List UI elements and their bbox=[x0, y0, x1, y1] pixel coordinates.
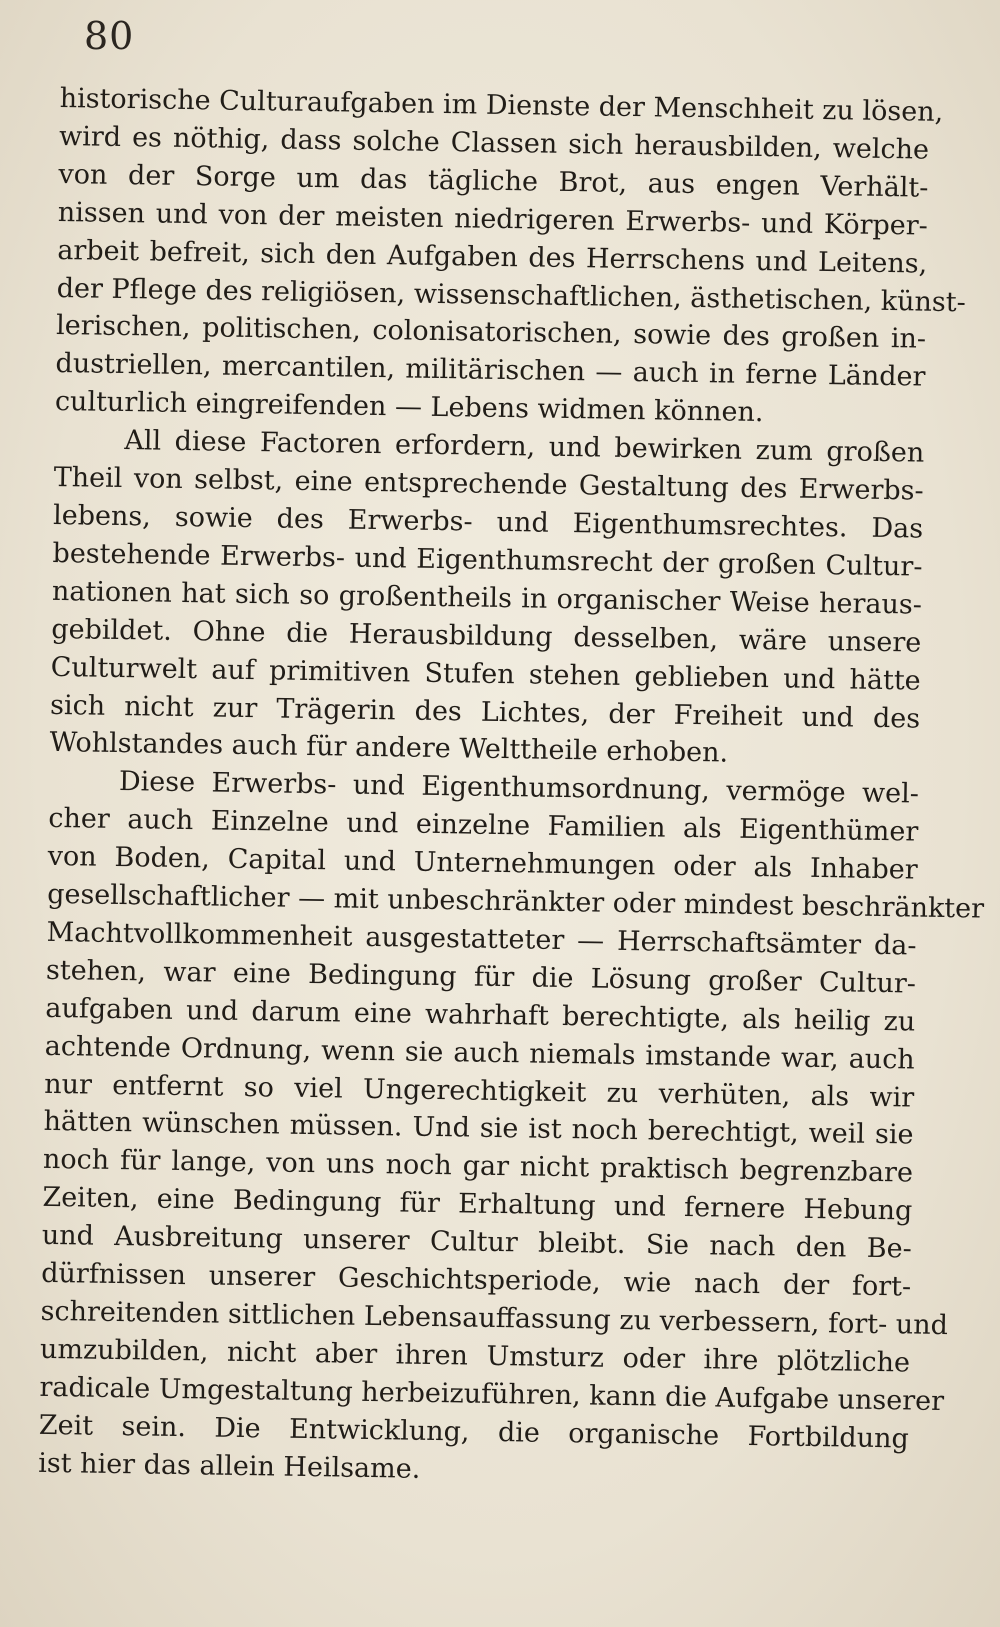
text-line: gesellschaftlicher — mit unbeschränkter oder mindest beschränkter bbox=[46, 878, 985, 925]
text-line: sich nicht zur Trägerin des Lichtes, der Freiheit und des bbox=[49, 689, 921, 735]
paragraph-3 bbox=[38, 762, 985, 1496]
text-line: dustriellen, mercantilen, militärischen — auch in ferne Länder bbox=[55, 348, 926, 393]
text-line: der Pflege des religiösen, wissenschaftlichen, ästhetischen, künst- bbox=[56, 272, 967, 318]
text-line: aufgaben und darum eine wahrhaft berechtigte, als heilig zu bbox=[45, 992, 916, 1038]
text-line: Zeiten, eine Bedingung für Erhaltung und fernere Hebung bbox=[42, 1182, 913, 1227]
text-line: culturlich eingreifenden — Lebens widmen können. bbox=[54, 386, 764, 429]
text-line: von der Sorge um das tägliche Brot, aus engen Verhält- bbox=[58, 158, 929, 204]
text-line: umzubilden, nicht aber ihren Umsturz oder ihre plötzliche bbox=[39, 1333, 911, 1379]
paragraph-1 bbox=[54, 80, 967, 435]
text-line: Diese Erwerbs- und Eigenthumsordnung, vermöge wel- bbox=[118, 766, 920, 810]
text-line: noch für lange, von uns noch gar nicht praktisch begrenzbare bbox=[42, 1144, 914, 1189]
text-line: gebildet. Ohne die Herausbildung desselben, wäre unsere bbox=[51, 613, 922, 659]
text-line: wird es nöthig, dass solche Classen sich herausbilden, welche bbox=[58, 120, 930, 166]
text-line: Theil von selbst, eine entsprechende Gestaltung des Erwerbs- bbox=[53, 462, 924, 507]
text-line: historische Culturaufgaben im Dienste der Menschheit zu lösen, bbox=[59, 82, 944, 128]
text-line: lebens, sowie des Erwerbs- und Eigenthumsrechtes. Das bbox=[52, 499, 924, 545]
text-line: All diese Factoren erfordern, und bewirken zum großen bbox=[124, 425, 925, 469]
text-line: bestehende Erwerbs- und Eigenthumsrecht der großen Cultur- bbox=[52, 537, 923, 583]
text-line: radicale Umgestaltung herbeizuführen, kann die Aufgabe unserer bbox=[39, 1371, 945, 1417]
text-line: Machtvollkommenheit ausgestatteter — Herrschaftsämter da- bbox=[46, 916, 917, 962]
text-line: ist hier das allein Heilsame. bbox=[38, 1447, 421, 1485]
text-line: nationen hat sich so großentheils in organischer Weise heraus- bbox=[51, 575, 923, 621]
body-text bbox=[38, 80, 985, 1496]
text-line: stehen, war eine Bedingung für die Lösung großer Cultur- bbox=[45, 954, 917, 1000]
text-line: von Boden, Capital und Unternehmungen oder als Inhaber bbox=[47, 841, 918, 886]
text-line: Zeit sein. Die Entwicklung, die organische Fortbildung bbox=[38, 1409, 910, 1455]
text-line: arbeit befreit, sich den Aufgaben des Herrschens und Leitens, bbox=[57, 234, 928, 280]
text-line: nur entfernt so viel Ungerechtigkeit zu verhüten, als wir bbox=[43, 1068, 915, 1114]
text-line: Wohlstandes auch für andere Welttheile erhoben. bbox=[49, 727, 729, 769]
text-line: hätten wünschen müssen. Und sie ist noch berechtigt, weil sie bbox=[43, 1106, 914, 1152]
text-line: nissen und von der meisten niedrigeren Erwerbs- und Körper- bbox=[57, 196, 929, 242]
text-line: Culturwelt auf primitiven Stufen stehen geblieben und hätte bbox=[50, 651, 921, 697]
text-line: dürfnissen unserer Geschichtsperiode, wie nach der fort- bbox=[41, 1257, 912, 1303]
text-line: cher auch Einzelne und einzelne Familien als Eigenthümer bbox=[48, 803, 919, 848]
text-line: und Ausbreitung unserer Cultur bleibt. Sie nach den Be- bbox=[41, 1220, 912, 1265]
text-line: schreitenden sittlichen Lebensauffassung zu verbessern, fort- und bbox=[40, 1295, 949, 1342]
text-line: lerischen, politischen, colonisatorischen, sowie des großen in- bbox=[55, 310, 927, 356]
text-line: achtende Ordnung, wenn sie auch niemals imstande war, auch bbox=[44, 1030, 915, 1076]
paragraph-2 bbox=[49, 421, 924, 776]
page-number: 80 bbox=[84, 14, 135, 58]
